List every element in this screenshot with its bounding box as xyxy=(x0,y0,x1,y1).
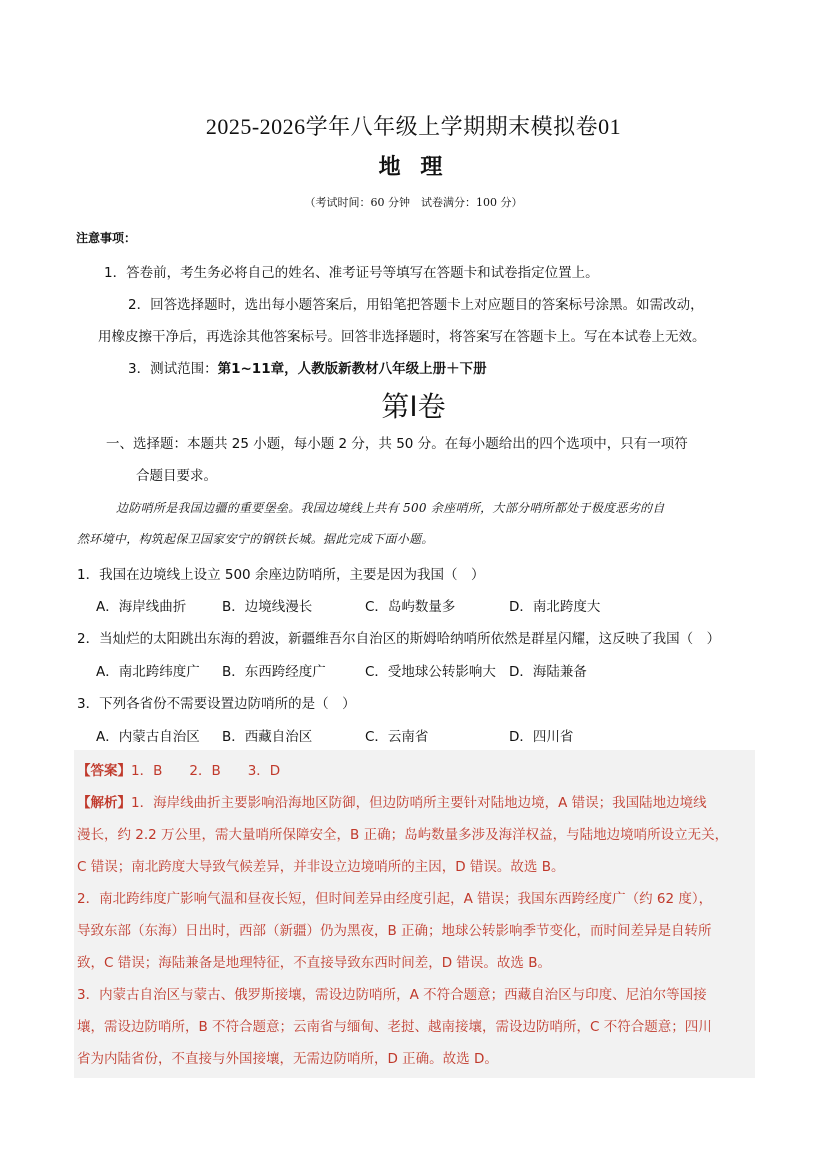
exam-title: 2025-2026学年八年级上学期期末模拟卷01 xyxy=(205,114,622,139)
question-1-option-d[interactable]: D．南北跨度大 xyxy=(509,599,601,615)
note-item-2-line1: 2．回答选择题时，选出每小题答案后，用铅笔把答题卡上对应题目的答案标号涂黑。如需改动， xyxy=(128,297,704,313)
section-title: 第Ⅰ卷 xyxy=(381,392,446,423)
passage-line2: 然环境中，构筑起保卫国家安宁的钢铁长城。据此完成下面小题。 xyxy=(77,532,434,546)
question-1-stem: 1．我国在边境线上设立 500 余座边防哨所，主要是因为我国（ ） xyxy=(77,567,485,583)
analysis-line-7: 3．内蒙古自治区与蒙古、俄罗斯接壤，需设边防哨所，A 不符合题意；西藏自治区与印度、尼泊尔等国接 xyxy=(77,987,707,1003)
question-3-option-d[interactable]: D．四川省 xyxy=(509,729,574,745)
section-instructions-line1: 一、选择题：本题共 25 小题，每小题 2 分，共 50 分。在每小题给出的四个选项中，只有一项符 xyxy=(106,436,688,452)
analysis-line-3: C 错误；南北跨度大导致气候差异，并非设立边境哨所的主因，D 错误。故选 B。 xyxy=(77,859,565,875)
subject-title: 地 理 xyxy=(378,154,449,180)
analysis-line-8: 壤，需设边防哨所，B 不符合题意；云南省与缅甸、老挝、越南接壤，需设边防哨所，C 不符合题意；四川 xyxy=(77,1019,712,1035)
note-item-2-line2: 用橡皮擦干净后，再选涂其他答案标号。回答非选择题时，将答案写在答题卡上。写在本试卷上无效。 xyxy=(98,329,706,345)
analysis-line-6: 致，C 错误；海陆兼备是地理特征，不直接导致东西时间差，D 错误。故选 B。 xyxy=(77,955,551,971)
analysis-line-4: 2．南北跨纬度广影响气温和昼夜长短，但时间差异由经度引起，A 错误；我国东西跨经度广（约 62 度）， xyxy=(77,891,713,907)
question-1-option-b[interactable]: B．边境线漫长 xyxy=(222,599,313,615)
note-item-3-scope: 第1~11章，人教版新教材八年级上册＋下册 xyxy=(217,361,487,377)
answer-row xyxy=(77,759,280,779)
question-2-stem: 2．当灿烂的太阳跳出东海的碧波，新疆维吾尔自治区的斯姆哈纳哨所依然是群星闪耀，这反映了我国（ ） xyxy=(77,631,721,647)
notes-heading: 注意事项： xyxy=(76,231,137,245)
question-2-option-c[interactable]: C．受地球公转影响大 xyxy=(365,664,496,680)
analysis-text: 1．海岸线曲折主要影响沿海地区防御，但边防哨所主要针对陆地边境，A 错误；我国陆地边境线 xyxy=(131,795,707,811)
question-3-option-c[interactable]: C．云南省 xyxy=(365,729,429,745)
question-2-option-a[interactable]: A．南北跨纬度广 xyxy=(96,664,200,680)
question-3-stem: 3．下列各省份不需要设置边防哨所的是（ ） xyxy=(77,696,356,712)
analysis-line-5: 导致东部（东海）日出时，西部（新疆）仍为黑夜，B 正确；地球公转影响季节变化，而时间差异是自转所 xyxy=(77,923,712,939)
question-3-option-a[interactable]: A．内蒙古自治区 xyxy=(96,729,200,745)
answer-label: 【答案】 xyxy=(77,763,131,779)
analysis-label: 【解析】 xyxy=(77,795,131,811)
exam-info: （考试时间：60 分钟 试卷满分：100 分） xyxy=(304,196,523,209)
passage-line1: 边防哨所是我国边疆的重要堡垒。我国边境线上共有 500 余座哨所，大部分哨所都处于极度恶劣的自 xyxy=(116,501,665,515)
note-item-3-prefix: 3．测试范围： xyxy=(128,361,218,377)
question-2-option-d[interactable]: D．海陆兼备 xyxy=(509,664,587,680)
question-3-option-b[interactable]: B．西藏自治区 xyxy=(222,729,313,745)
question-1-option-c[interactable]: C．岛屿数量多 xyxy=(365,599,456,615)
section-instructions-line2: 合题目要求。 xyxy=(136,468,217,484)
analysis-line-2: 漫长，约 2.2 万公里，需大量哨所保障安全，B 正确；岛屿数量多涉及海洋权益，与陆地边境哨所设立无关， xyxy=(77,827,729,843)
question-2-option-b[interactable]: B．东西跨经度广 xyxy=(222,664,326,680)
question-1-option-a[interactable]: A．海岸线曲折 xyxy=(96,599,187,615)
note-item-1: 1．答卷前，考生务必将自己的姓名、准考证号等填写在答题卡和试卷指定位置上。 xyxy=(104,265,599,281)
note-item-3 xyxy=(128,357,487,377)
analysis-line-9: 省为内陆省份，不直接与外国接壤，无需边防哨所，D 正确。故选 D。 xyxy=(77,1051,498,1067)
analysis-line-1 xyxy=(77,791,707,811)
answer-values: 1．B 2．B 3．D xyxy=(131,763,281,779)
